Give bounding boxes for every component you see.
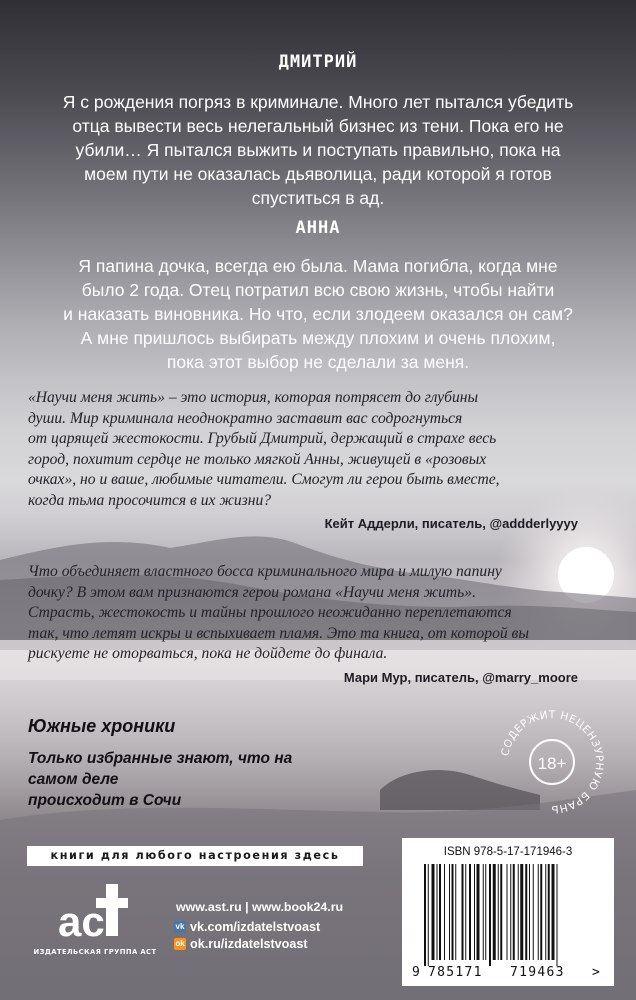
website-links[interactable]: www.ast.ru | www.book24.ru bbox=[176, 900, 344, 914]
barcode-bar bbox=[428, 864, 429, 966]
series-tagline bbox=[28, 748, 308, 811]
age-warning-text: СОДЕРЖИТ НЕЦЕНЗУРНУЮ БРАНЬ bbox=[499, 708, 606, 816]
text-line: когда тьма просочится в их жизни? bbox=[28, 491, 272, 509]
barcode-digit-tail: > bbox=[592, 965, 600, 980]
publisher-logo bbox=[30, 878, 160, 956]
age-rating-label: 18+ bbox=[537, 754, 567, 773]
text-line: души. Мир криминала неоднократно заставит вас содрогнуться bbox=[28, 409, 463, 427]
review-author-2: Мари Мур, писатель, @marry_moore bbox=[343, 670, 578, 685]
barcode-bar bbox=[533, 864, 534, 960]
barcode-bar bbox=[432, 864, 435, 960]
text-line: Я с рождения погряз в криминале. Много лет пытался убедить bbox=[62, 92, 574, 112]
vk-link[interactable] bbox=[174, 920, 320, 934]
barcode-bar bbox=[510, 864, 511, 960]
barcode-bar bbox=[483, 864, 484, 960]
barcode-bar bbox=[513, 864, 515, 960]
barcode-bar bbox=[439, 864, 441, 960]
text-line: А мне пришлось выбирать между плохим и очень плохим, bbox=[80, 328, 556, 348]
barcode-bar bbox=[529, 864, 530, 960]
barcode-bar bbox=[437, 864, 438, 960]
hero-name-anna: АННА bbox=[295, 218, 341, 238]
text-line: город, похитит сердце не только мягкой Анны, живущей в «розовых bbox=[28, 450, 487, 468]
barcode-bar bbox=[455, 864, 456, 960]
text-line: рискуете не оторваться, пока не дойдете до финала. bbox=[28, 645, 388, 663]
isbn-label: ISBN 978-5-17-171946-3 bbox=[443, 846, 573, 858]
barcode-bar bbox=[493, 864, 496, 960]
text-line: отца вывести весь нелегальный бизнес из тени. Пока его не bbox=[72, 116, 564, 136]
slogan-bar: книги для любого настроения здесь bbox=[27, 846, 363, 866]
text-line: было 2 года. Отец потратил всю свою жизнь, чтобы найти bbox=[81, 280, 555, 300]
barcode-bar bbox=[469, 864, 471, 960]
text-line: спуститься в ад. bbox=[251, 188, 385, 208]
publisher-caption: ИЗДАТЕЛЬСКАЯ ГРУППА АСТ bbox=[33, 948, 157, 956]
text-line: моем пути не оказалась дьяволица, ради которой я готов bbox=[84, 164, 552, 184]
barcode-bar bbox=[538, 864, 539, 960]
text-line: Я папина дочка, всегда ею была. Мама погибла, когда мне bbox=[78, 256, 558, 276]
hero-name-dmitry: ДМИТРИЙ bbox=[278, 52, 358, 72]
barcode-bar bbox=[507, 864, 508, 960]
barcode-bar bbox=[548, 864, 550, 960]
barcode-bar bbox=[477, 864, 480, 960]
barcode-bar bbox=[462, 864, 464, 960]
text-line: происходит в Сочи bbox=[28, 792, 182, 809]
barcode-bar bbox=[518, 864, 519, 960]
ok-icon: ok bbox=[175, 939, 185, 948]
barcode-bar bbox=[525, 864, 527, 960]
vk-icon: vk bbox=[175, 922, 185, 931]
text-line: «Научи меня жить» – это история, которая потрясет до глубины bbox=[28, 389, 479, 406]
series-title: Южные хроники bbox=[28, 716, 176, 736]
ok-link[interactable] bbox=[174, 937, 308, 951]
barcode-bar bbox=[474, 864, 475, 960]
text-line: Только избранные знают, что на самом деле bbox=[28, 750, 293, 788]
barcode-bar bbox=[500, 864, 502, 960]
review-quote-2 bbox=[28, 562, 598, 665]
barcode-bar bbox=[424, 864, 426, 966]
barcode-bar bbox=[449, 864, 450, 960]
barcode-bar bbox=[552, 864, 555, 960]
barcode-bar bbox=[452, 864, 454, 960]
text-line: от царящей жестокости. Грубый Дмитрий, держащий в страхе весь bbox=[28, 430, 497, 448]
text-line: Что объединяет властного босса криминального мира и милую папину bbox=[28, 563, 502, 580]
review-quote-1 bbox=[28, 388, 598, 512]
barcode-digits-left: 785171 bbox=[428, 965, 483, 980]
barcode-bar bbox=[498, 864, 499, 960]
barcode-digits-right: 719463 bbox=[510, 965, 565, 980]
barcode-bar bbox=[485, 864, 486, 960]
vk-link-text: vk.com/izdatelstvoast bbox=[190, 920, 321, 934]
barcode-bar bbox=[489, 864, 491, 966]
ast-logo-letters: ac bbox=[58, 898, 105, 945]
hero-description-anna bbox=[14, 254, 622, 374]
text-line: очках», но и ваше, любимые читатели. Смогут ли герои быть вместе, bbox=[28, 471, 500, 489]
text-line: дочку? В этом вам признаются герои романа «Научи меня жить». bbox=[28, 583, 476, 601]
hero-description-dmitry bbox=[14, 90, 622, 210]
text-line: так, что летят искры и вспыхивает пламя. Это та книга, от которой вы bbox=[28, 624, 529, 642]
barcode-bar bbox=[465, 864, 466, 960]
barcode-bar bbox=[520, 864, 523, 960]
ast-logo-icon bbox=[40, 878, 150, 946]
ok-link-text: ok.ru/izdatelstvoast bbox=[190, 937, 308, 951]
barcode-digit-first: 9 bbox=[412, 965, 420, 980]
text-line: Страсть, жестокость и тайны прошлого неожиданно переплетаются bbox=[28, 604, 512, 622]
barcode-bar bbox=[557, 864, 558, 966]
review-author-1: Кейт Аддерли, писатель, @addderlyyyy bbox=[324, 516, 578, 531]
barcode-bar bbox=[540, 864, 542, 960]
text-line: пока этот выбор не сделали за меня. bbox=[166, 352, 470, 372]
age-rating-badge bbox=[490, 700, 614, 824]
barcode-bar bbox=[444, 864, 445, 960]
barcode-panel bbox=[402, 838, 614, 986]
text-line: и наказать виновника. Но что, если злодеем оказался он сам? bbox=[63, 304, 573, 324]
ean-barcode bbox=[410, 864, 606, 980]
barcode-bar bbox=[545, 864, 546, 960]
barcode-bars bbox=[424, 864, 558, 966]
text-line: убили… Я пытался выжить и поступать правильно, пока на bbox=[75, 140, 561, 160]
